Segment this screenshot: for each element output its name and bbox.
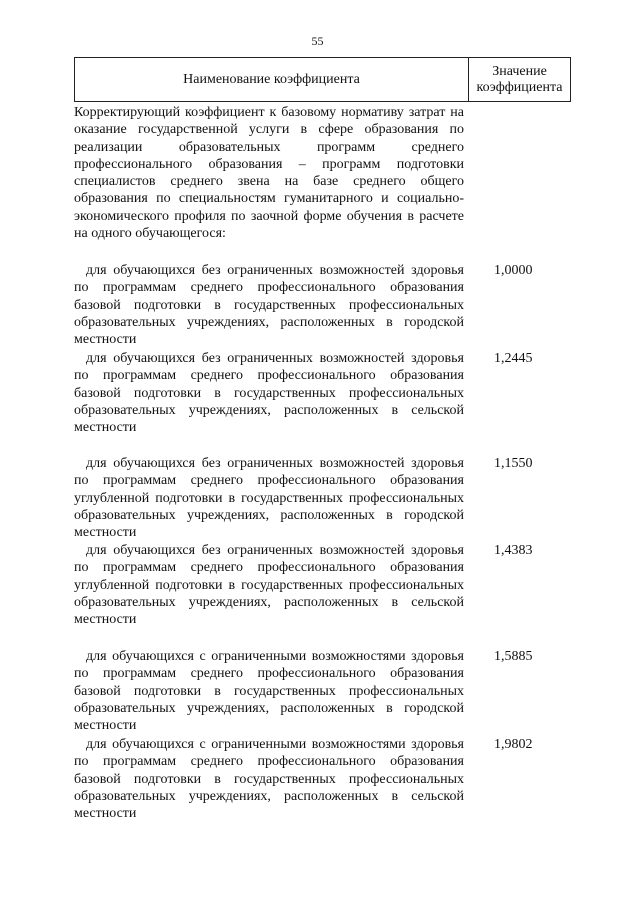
- table-row: [74, 350, 571, 436]
- header-value-line2: коэффициента: [476, 79, 563, 95]
- table-row: [74, 736, 571, 822]
- table-header: [74, 57, 571, 102]
- header-coefficient-value: [469, 58, 570, 101]
- intro-paragraph: Корректирующий коэффициент к базовому нормативу затрат на оказание государственной услуги в сфере образования по реализации образовательных программ среднего профессионального образования – программ подготовки специалистов среднего звена на базе среднего общего образования по специальностям гуманитарного и социально-экономического профиля по заочной форме обучения в расчете на одного обучающегося:: [74, 105, 464, 242]
- table-row: [74, 262, 571, 348]
- row-description: для обучающихся без ограниченных возможностей здоровья по программам среднего профессионального образования базовой подготовки в государственных профессиональных образовательных учреждениях, расположенных в сельской местности: [74, 351, 464, 436]
- row-description: для обучающихся без ограниченных возможностей здоровья по программам среднего профессионального образования углубленной подготовки в государственных профессиональных образовательных учреждениях, расположенных в городской местности: [74, 456, 464, 541]
- row-value: 1,1550: [494, 456, 533, 471]
- row-value: 1,9802: [494, 737, 533, 752]
- row-value: 1,2445: [494, 351, 533, 366]
- table-row: [74, 455, 571, 541]
- header-value-line1: Значение: [492, 63, 547, 79]
- row-value: 1,5885: [494, 649, 533, 664]
- row-value: 1,0000: [494, 263, 533, 278]
- row-description: для обучающихся с ограниченными возможностями здоровья по программам среднего профессионального образования базовой подготовки в государственных профессиональных образовательных учреждениях, расположенных в сельской местности: [74, 737, 464, 822]
- row-description: для обучающихся с ограниченными возможностями здоровья по программам среднего профессионального образования базовой подготовки в государственных профессиональных образовательных учреждениях, расположенных в городской местности: [74, 649, 464, 734]
- header-coefficient-name: Наименование коэффициента: [75, 58, 469, 101]
- table-row: [74, 542, 571, 628]
- row-description: для обучающихся без ограниченных возможностей здоровья по программам среднего профессионального образования базовой подготовки в государственных профессиональных образовательных учреждениях, расположенных в городской местности: [74, 263, 464, 348]
- table-row: [74, 648, 571, 734]
- page-number: 55: [311, 34, 324, 48]
- row-description: для обучающихся без ограниченных возможностей здоровья по программам среднего профессионального образования углубленной подготовки в государственных профессиональных образовательных учреждениях, расположенных в сельской местности: [74, 543, 464, 628]
- row-value: 1,4383: [494, 543, 533, 558]
